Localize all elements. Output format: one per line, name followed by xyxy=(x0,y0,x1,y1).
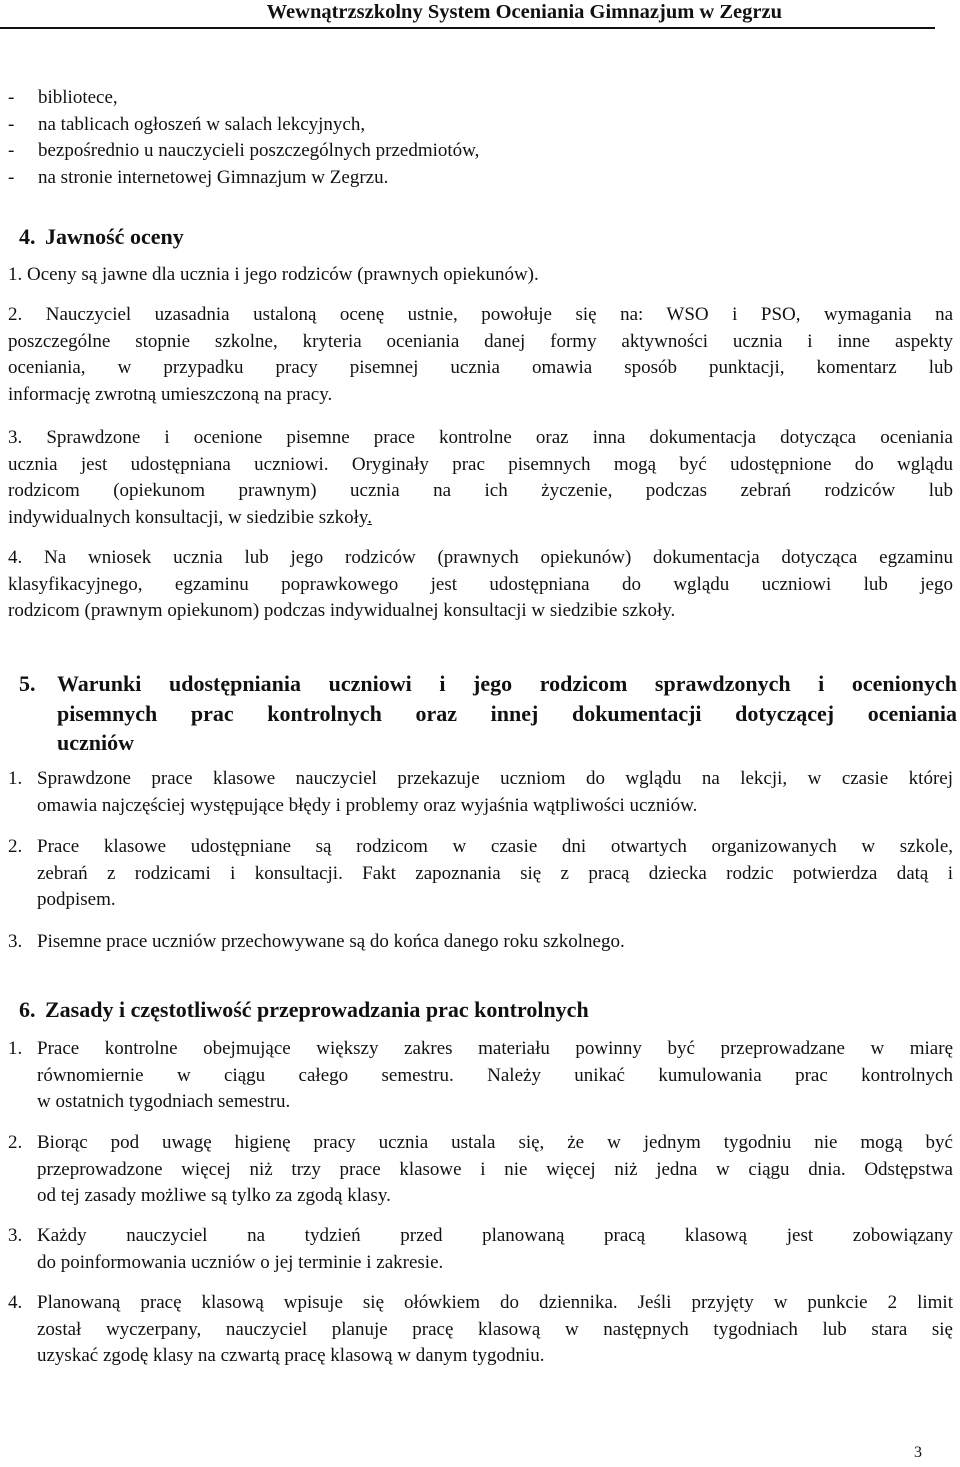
list-item: - bibliotece, xyxy=(8,87,118,108)
paragraph: 4. Na wniosek ucznia lub jego rodziców (prawnych opiekunów) dokumentacja dotycząca egzaminu klasyfikacyjnego, egzaminu poprawkowego jest udostępniana do wglądu uczniowi lub jego rodzicom (prawnym opiekunom) podczas indywidualnej konsultacji w siedzibie szkoły. xyxy=(8,547,953,621)
list-item: 3. Pisemne prace uczniów przechowywane są do końca danego roku szkolnego. xyxy=(8,931,625,952)
list-item: - na stronie internetowej Gimnazjum w Zegrzu. xyxy=(8,166,389,188)
list-item: 3. Każdy nauczyciel na tydzień przed planowaną pracą klasową jest zobowiązany do poinformowania uczniów o jej terminie i zakresie. xyxy=(8,1225,953,1273)
paragraph: 2. Nauczyciel uzasadnia ustaloną ocenę ustnie, powołuje się na: WSO i PSO, wymagania na poszczególne stopnie szkolne, kryteria oceniania danej formy aktywności ucznia i inne aspekty oceniania, w przypadku pracy pisemnej ucznia omawia sposób punktacji, komentarz lub informację zwrotną umieszczoną na pracy. xyxy=(8,304,953,405)
list-item: 4. Planowaną pracę klasową wpisuje się ołówkiem do dziennika. Jeśli przyjęty w punkcie 2 limit został wyczerpany, nauczyciel planuje pracę klasową w następnych tygodniach lub stara się uzyskać zgodę klasy na czwartą pracę klasową w danym tygodniu. xyxy=(8,1292,953,1366)
list-item: - na tablicach ogłoszeń w salach lekcyjnych, xyxy=(8,113,366,135)
list-item: - bezpośrednio u nauczycieli poszczególnych przedmiotów, xyxy=(8,140,480,161)
page-number: 3 xyxy=(914,1444,922,1461)
list-item: 2. Prace klasowe udostępniane są rodzicom w czasie dni otwartych organizowanych w szkole, zebrań z rodzicami i konsultacji. Fakt zapoznania się z pracą dziecka rodzic potwierdza datą i podpisem. xyxy=(8,836,953,910)
distribution-list xyxy=(8,85,908,191)
section-heading: 4. Jawność oceny xyxy=(19,224,184,249)
paragraph: 1. Oceny są jawne dla ucznia i jego rodziców (prawnych opiekunów). xyxy=(8,264,539,285)
page-header xyxy=(0,0,960,32)
list-item: 1. Prace kontrolne obejmujące większy zakres materiału powinny być przeprowadzane w miarę równomiernie w ciągu całego semestru. Należy unikać kumulowania prac kontrolnych w ostatnich tygodniach semestru. xyxy=(8,1038,953,1112)
list-item: 1. Sprawdzone prace klasowe nauczyciel przekazuje uczniom do wglądu na lekcji, w czasie której omawia najczęściej występujące błędy i problemy oraz wyjaśnia wątpliwości uczniów. xyxy=(8,768,953,816)
list-item: 2. Biorąc pod uwagę higienę pracy ucznia ustala się, że w jednym tygodniu nie mogą być przeprowadzone więcej niż trzy prace klasowe i nie więcej niż jedna w ciągu dnia. Odstępstwa od tej zasady możliwe są tylko za zgodą klasy. xyxy=(8,1132,953,1206)
section-heading: 6. Zasady i częstotliwość przeprowadzania prac kontrolnych xyxy=(19,997,589,1022)
paragraph: 3. Sprawdzone i ocenione pisemne prace kontrolne oraz inna dokumentacja dotycząca oceniania ucznia jest udostępniana uczniowi. Oryginały prac pisemnych mogą być udostępnione do wglądu rodzicom (opiekunom prawnym) ucznia na ich życzenie, podczas zebrań rodziców lub indywidualnych konsultacji, w siedzibie szkoły. xyxy=(8,427,953,528)
header-divider xyxy=(0,27,935,29)
document-title: Wewnątrzszkolny System Oceniania Gimnazjum w Zegrzu xyxy=(266,1,782,23)
